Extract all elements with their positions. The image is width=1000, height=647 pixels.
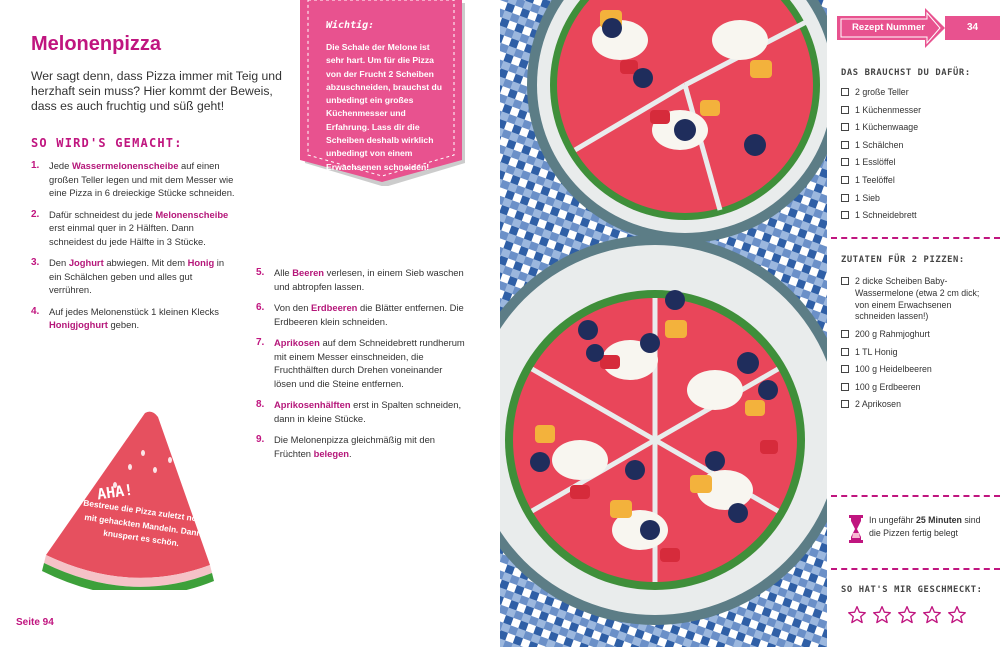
- steps-heading: SO WIRD'S GEMACHT:: [31, 136, 183, 150]
- wichtig-callout: [298, 0, 466, 186]
- step-highlight: Honig: [187, 257, 215, 268]
- checklist-item: [841, 193, 991, 205]
- checklist-label: 1 Esslöffel: [855, 157, 896, 168]
- rezept-banner: [837, 8, 1000, 48]
- step-highlight: Aprikosenhälften: [274, 399, 351, 410]
- step-text: Jede: [49, 160, 72, 171]
- checkbox-icon: [841, 123, 849, 131]
- step-text: die Blätter entfernen. Die Erdbeeren klein schneiden.: [274, 302, 464, 327]
- step-text: Alle: [274, 267, 293, 278]
- step-item: [256, 336, 466, 390]
- step-number: 2.: [31, 208, 40, 220]
- star-icon[interactable]: [897, 605, 917, 625]
- divider: [831, 495, 1000, 497]
- step-highlight: Erdbeeren: [311, 302, 358, 313]
- ingredients-list: [841, 276, 991, 417]
- checkbox-icon: [841, 383, 849, 391]
- step-text: Von den: [274, 302, 312, 313]
- checkbox-icon: [841, 400, 849, 408]
- checklist-item: [841, 175, 991, 187]
- star-icon[interactable]: [922, 605, 942, 625]
- step-highlight: belegen: [313, 447, 350, 459]
- hourglass-icon: [849, 515, 863, 543]
- step-highlight: Wassermelonenscheibe: [71, 160, 179, 171]
- checklist-label: 1 Sieb: [855, 192, 880, 203]
- checkbox-icon: [841, 348, 849, 356]
- checklist-label: 1 Schälchen: [855, 139, 904, 150]
- checkbox-icon: [841, 158, 849, 166]
- checklist-label: 1 TL Honig: [855, 346, 898, 357]
- step-text: verlesen, in einem Sieb waschen und abtropfen lassen.: [274, 267, 464, 292]
- time-suffix: sind die Pizzen fertig belegt: [869, 515, 981, 538]
- step-text: Auf jedes Melonenstück 1 kleinen Klecks: [49, 305, 219, 317]
- checklist-item: [841, 87, 991, 99]
- ingredients-heading: ZUTATEN FÜR 2 PIZZEN:: [841, 255, 965, 265]
- rating-stars: [847, 605, 967, 625]
- step-text: auf einen großen Teller legen und mit dem Messer wie eine Pizza in 6 dreieckige Stücke schneiden.: [49, 160, 235, 198]
- checklist-label: 100 g Heidelbeeren: [855, 364, 932, 375]
- checklist-item: [841, 122, 991, 134]
- step-number: 5.: [256, 267, 265, 278]
- step-item: [256, 433, 466, 460]
- step-text: Die Melonenpizza gleichmäßig mit den Früchten: [274, 434, 436, 459]
- checklist-item: [841, 382, 991, 394]
- checkbox-icon: [841, 211, 849, 219]
- checklist-item: [841, 105, 991, 117]
- checklist-label: 1 Küchenmesser: [855, 104, 922, 115]
- rezept-label: Rezept Nummer: [852, 22, 926, 33]
- steps-column-right: [256, 266, 466, 468]
- checkbox-icon: [841, 330, 849, 338]
- intro-text: Wer sagt denn, dass Pizza immer mit Teig und herzhaft sein muss? Hier kommt der Beweis, dass es auch fruchtig und süß geht!: [31, 69, 282, 113]
- checklist-item: [841, 157, 991, 169]
- checklist-label: 1 Küchenwaage: [855, 122, 919, 133]
- step-text: erst in Spalten schneiden, dann in kleine Stücke.: [274, 399, 462, 424]
- checklist-item: [841, 329, 991, 341]
- step-number: 6.: [256, 302, 265, 313]
- checklist-item: [841, 364, 991, 376]
- time-prefix: In ungefähr: [869, 515, 916, 525]
- step-highlight: Honigjoghurt: [49, 319, 108, 330]
- checklist-item: [841, 347, 991, 359]
- step-item: [256, 398, 466, 425]
- step-number: 3.: [31, 257, 40, 268]
- step-item: [31, 256, 236, 297]
- checklist-label: 100 g Erdbeeren: [855, 381, 921, 392]
- wichtig-text: Die Schale der Melone ist sehr hart. Um für die Pizza von der Frucht 2 Scheiben abzuschneiden, brauchst du unbedingt ein großes Küchenmesser und Erfahrung. Lass dir die Scheiben deshalb wirklich unbedingt von einem Erwachsenen schneiden!: [326, 42, 443, 172]
- checkbox-icon: [841, 194, 849, 202]
- step-item: [256, 301, 466, 328]
- step-number: 4.: [31, 305, 40, 317]
- aha-tip: [40, 405, 215, 590]
- checklist-label: 2 dicke Scheiben Baby-Wassermelone (etwa 2 cm dick; von einem Erwachsenen schneiden lassen!): [855, 276, 980, 322]
- checkbox-icon: [841, 176, 849, 184]
- tools-list: [841, 87, 991, 228]
- step-number: 9.: [256, 434, 265, 445]
- checklist-label: 2 Aprikosen: [855, 399, 901, 410]
- step-item: [256, 266, 466, 293]
- tools-heading: DAS BRAUCHST DU DAFÜR:: [841, 68, 971, 78]
- checkbox-icon: [841, 141, 849, 149]
- checklist-label: 1 Teelöffel: [855, 174, 895, 185]
- step-number: 1.: [31, 160, 40, 171]
- step-text: geben.: [107, 319, 140, 330]
- rating-heading: SO HAT'S MIR GESCHMECKT:: [841, 585, 983, 595]
- step-text: erst einmal quer in 2 Hälften. Dann schneidest du jede Hälfte in 3 Stücke.: [49, 222, 206, 247]
- step-highlight: Beeren: [292, 267, 325, 278]
- recipe-title: Melonenpizza: [31, 33, 162, 55]
- divider: [831, 568, 1000, 570]
- wichtig-title: Wichtig:: [326, 20, 375, 31]
- star-icon[interactable]: [947, 605, 967, 625]
- steps-column-left: [31, 159, 236, 340]
- step-highlight: Joghurt: [68, 257, 104, 268]
- aha-text: Bestreue die Pizza zuletzt noch mit gehackten Mandeln. Dann knuspert es schön.: [82, 497, 208, 549]
- checkbox-icon: [841, 277, 849, 285]
- step-item: [31, 208, 236, 249]
- star-icon[interactable]: [847, 605, 867, 625]
- step-text: in ein Schälchen geben und alles gut verrühren.: [49, 257, 225, 295]
- time-info: [869, 514, 994, 540]
- checkbox-icon: [841, 365, 849, 373]
- checklist-item: [841, 140, 991, 152]
- step-text: Den: [49, 257, 69, 268]
- melon-pizza-photo: [500, 0, 827, 647]
- step-number: 7.: [256, 337, 265, 348]
- step-item: [31, 159, 236, 200]
- step-text: auf dem Schneidebrett rundherum mit einem Messer einschneiden, die Fruchthälften durch Drehen voneinander lösen und die Steine entfernen.: [274, 337, 465, 389]
- rezept-number: 34: [967, 22, 979, 33]
- step-item: [31, 305, 236, 332]
- page-number: Seite 94: [16, 617, 54, 628]
- recipe-sidebar: [827, 0, 1000, 647]
- step-text: .: [349, 447, 352, 459]
- checklist-label: 200 g Rahmjoghurt: [855, 328, 930, 339]
- step-text: Dafür schneidest du jede: [49, 208, 156, 220]
- checklist-label: 1 Schneidebrett: [855, 210, 917, 221]
- step-highlight: Aprikosen: [274, 337, 320, 348]
- checkbox-icon: [841, 88, 849, 96]
- step-highlight: Melonenscheibe: [155, 208, 229, 220]
- step-number: 8.: [256, 399, 265, 410]
- divider: [831, 237, 1000, 239]
- checklist-item: [841, 276, 991, 323]
- checkbox-icon: [841, 106, 849, 114]
- star-icon[interactable]: [872, 605, 892, 625]
- step-text: abwiegen. Mit dem: [103, 257, 188, 268]
- checklist-item: [841, 210, 991, 222]
- aha-title: AHA!: [95, 480, 135, 504]
- time-bold: 25 Minuten: [915, 515, 962, 525]
- checklist-label: 2 große Teller: [855, 87, 909, 97]
- recipe-photo: [500, 0, 827, 647]
- checklist-item: [841, 399, 991, 411]
